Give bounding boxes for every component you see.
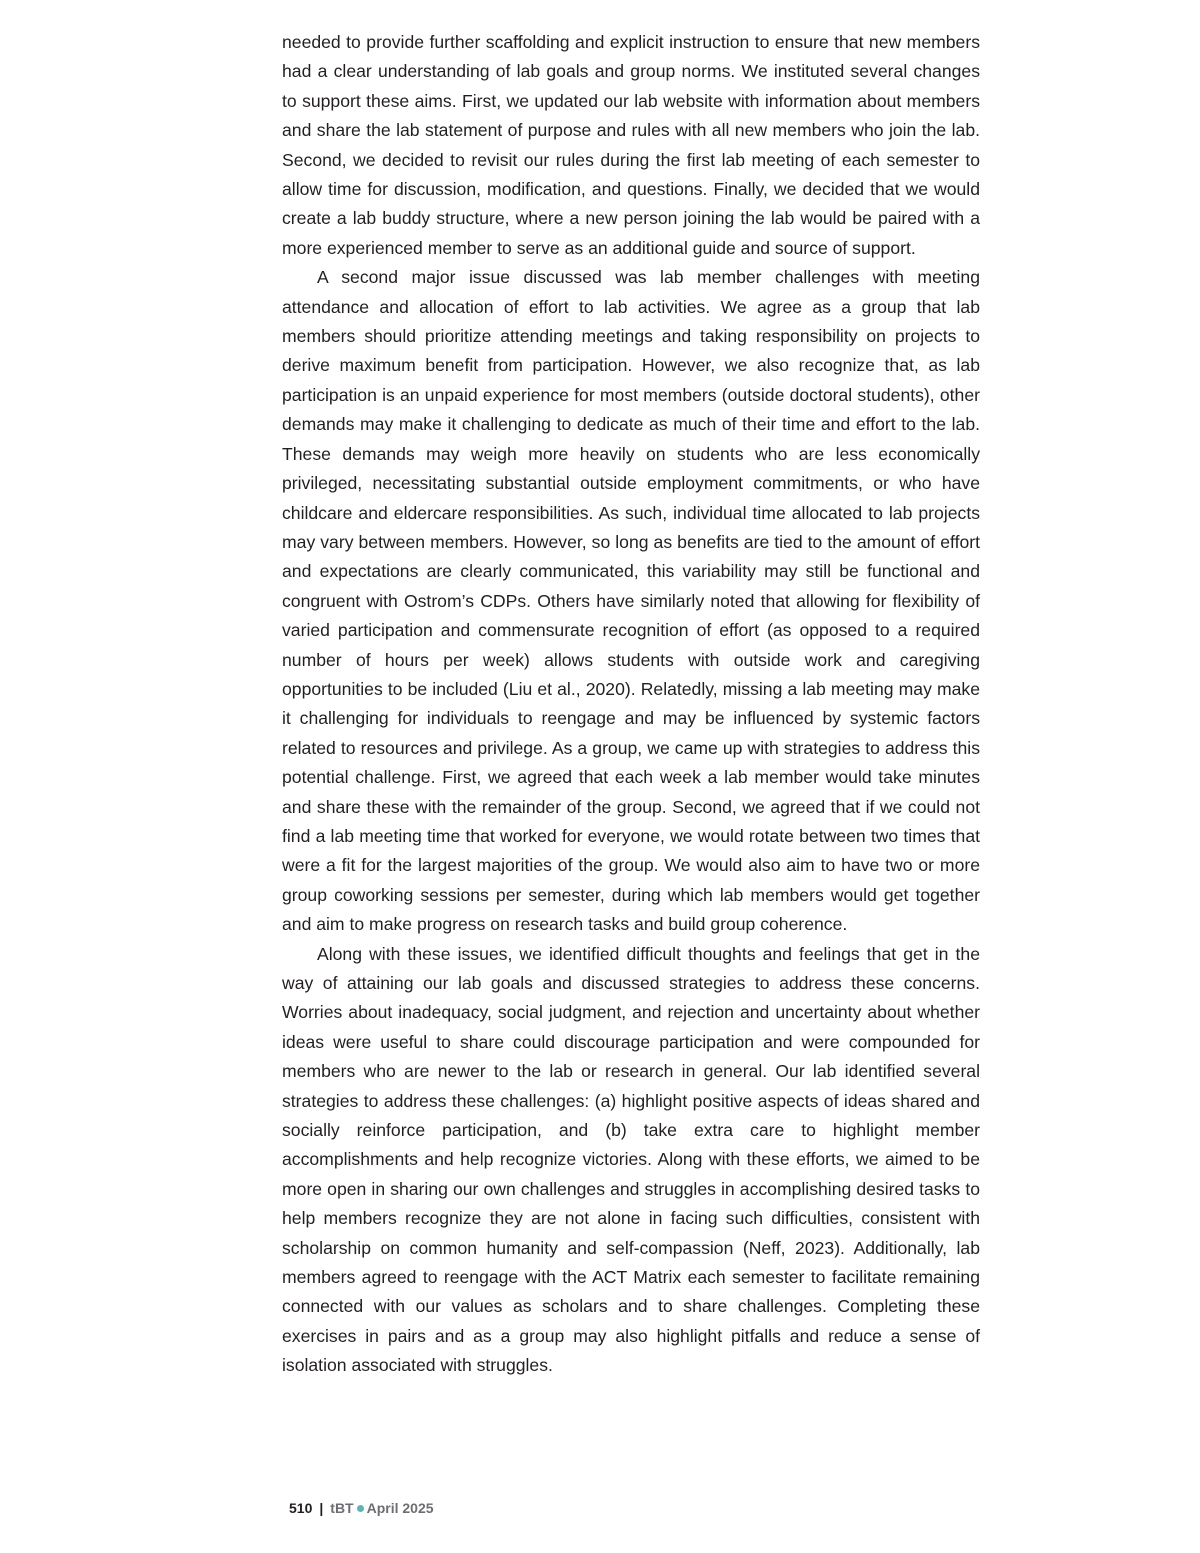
issue-date: April 2025 [366,1500,434,1516]
page-number: 510 [289,1500,313,1516]
journal-name: tBT [330,1500,354,1516]
paragraph-3: Along with these issues, we identified difficult thoughts and feelings that get in the way of attaining our lab goals and discussed strategies to address these concerns. Worries about inadequacy, social judgment, and rejection and uncertainty about whether ideas were useful to share could discourage participation and were compounded for members who are newer to the lab or research in general. Our lab identified several strategies to address these challenges: (a) highlight positive aspects of ideas shared and socially reinforce participation, and (b) take extra care to highlight member accomplishments and help recognize victories. Along with these efforts, we aimed to be more open in sharing our own challenges and struggles in accomplishing desired tasks to help members recognize they are not alone in facing such difficulties, consistent with scholarship on common humanity and self-compassion (Neff, 2023). Additionally, lab members agreed to reengage with the ACT Matrix each semester to facilitate remaining connected with our values as scholars and to share challenges. Completing these exercises in pairs and as a group may also highlight pitfalls and reduce a sense of isolation associated with struggles. [282,943,980,1376]
paragraph-1: needed to provide further scaffolding and explicit instruction to ensure that new members had a clear understanding of lab goals and group norms. We instituted several changes to support these aims. First, we updated our lab website with information about members and share the lab statement of purpose and rules with all new members who join the lab. Second, we decided to revisit our rules during the first lab meeting of each semester to allow time for discussion, modification, and questions. Finally, we decided that we would create a lab buddy structure, where a new person joining the lab would be paired with a more experienced member to serve as an additional guide and source of support. [282,32,980,258]
bullet-dot-icon [357,1505,364,1512]
page-footer [289,1498,434,1518]
paragraph-2: A second major issue discussed was lab member challenges with meeting attendance and allocation of effort to lab activities. We agree as a group that lab members should prioritize attending meetings and taking responsibility on projects to derive maximum benefit from participation. However, we also recognize that, as lab participation is an unpaid experience for most members (outside doctoral students), other demands may make it challenging to dedicate as much of their time and effort to the lab. These demands may weigh more heavily on students who are less economically privileged, necessitating substantial outside employment commitments, or who have childcare and eldercare responsibilities. As such, individual time allocated to lab projects may vary between members. However, so long as benefits are tied to the amount of effort and expectations are clearly communicated, this variability may still be functional and congruent with Ostrom’s CDPs. Others have similarly noted that allowing for flexibility of varied participation and commensurate recognition of effort (as opposed to a required number of hours per week) allows students with outside work and caregiving opportunities to be included (Liu et al., 2020). Relatedly, missing a lab meeting may make it challenging for individuals to reengage and may be influenced by systemic factors related to resources and privilege. As a group, we came up with strategies to address this potential challenge. First, we agreed that each week a lab member would take minutes and share these with the remainder of the group. Second, we agreed that if we could not find a lab meeting time that worked for everyone, we would rotate between two times that were a fit for the largest majorities of the group. We would also aim to have two or more group coworking sessions per semester, during which lab members would get together and aim to make progress on research tasks and build group coherence. [282,267,980,935]
footer-separator: | [319,1500,324,1516]
article-body [282,28,980,1381]
